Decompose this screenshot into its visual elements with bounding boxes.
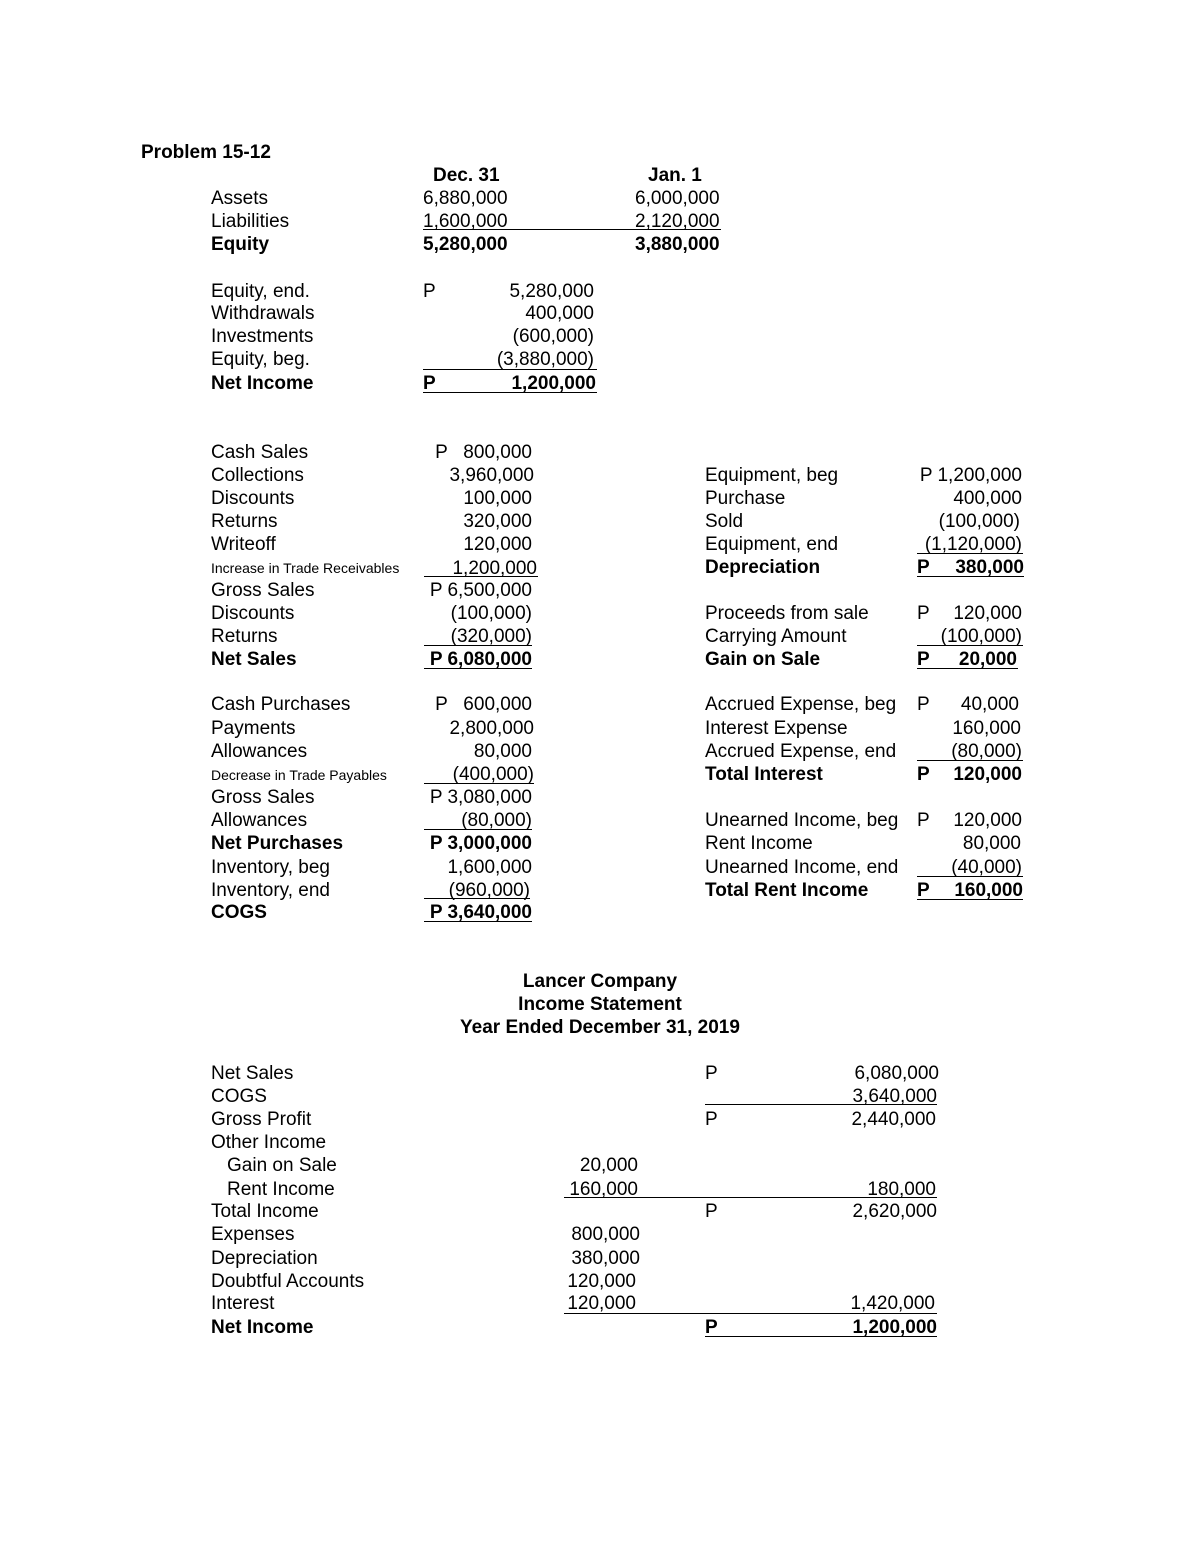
cogs-value: P 3,640,000 [429,902,532,923]
total-rent-underline [917,899,1023,900]
interest-rule [917,760,1023,761]
gain-rule [917,645,1023,646]
purch-rule [424,829,532,830]
is-rule [564,1197,937,1198]
purch-value: 2,800,000 [449,718,534,739]
equip-value: P 1,200,000 [919,465,1022,486]
depreciation-label: Depreciation [705,557,821,578]
equip-value: (100,000) [938,511,1020,532]
ni-row-label: Investments [211,326,314,347]
is-row-sub: 20,000 [579,1155,638,1176]
ni-total-label: Net Income [211,373,314,394]
assets-dec: 6,880,000 [423,188,508,209]
gain-total-label: Gain on Sale [705,649,821,670]
sales-label: Returns [211,626,278,647]
total-rent-value: 160,000 [954,880,1023,901]
sales-label: Writeoff [211,534,276,555]
rent-label: Rent Income [705,833,813,854]
is-row-label: COGS [211,1086,267,1107]
equip-label: Equipment, beg [705,465,839,486]
is-row-label: Gain on Sale [227,1155,337,1176]
rent-p: P [917,810,930,831]
cogs-label: COGS [211,902,267,923]
rent-label: Unearned Income, end [705,857,899,878]
assets-jan: 6,000,000 [635,188,720,209]
ni-total-p: P [423,373,436,394]
gain-total-underline [917,668,1018,669]
col-jan-header: Jan. 1 [648,165,702,186]
depreciation-underline [917,576,1024,577]
purch-rule [424,783,534,784]
is-net-income-label: Net Income [211,1317,314,1338]
net-purchases-label: Net Purchases [211,833,344,854]
net-sales-value: P 6,080,000 [429,649,532,670]
purch-value: 80,000 [473,741,532,762]
is-row-amount: 2,620,000 [852,1201,937,1222]
problem-title: Problem 15-12 [141,142,271,163]
equity-label: Equity [211,234,270,255]
is-row-p: P [705,1201,718,1222]
purch-value: (960,000) [448,880,530,901]
sales-value: P 6,500,000 [429,580,532,601]
gain-total-p: P [917,649,930,670]
sales-value: (100,000) [450,603,532,624]
is-row-amount: 6,080,000 [854,1063,939,1084]
rent-rule [917,876,1023,877]
equip-rule [917,553,1023,554]
total-interest-p: P [917,764,930,785]
sales-value: 100,000 [463,488,532,509]
sales-label: Discounts [211,488,295,509]
is-row-label: Gross Profit [211,1109,312,1130]
equip-label: Purchase [705,488,786,509]
purch-label: Cash Purchases [211,694,351,715]
purch-label: Decrease in Trade Payables [211,767,387,783]
purch-label: Allowances [211,810,308,831]
rent-value: (40,000) [951,857,1022,878]
ni-row-value: 400,000 [525,303,594,324]
sales-value: 120,000 [463,534,532,555]
is-net-income-amount: 1,200,000 [852,1317,937,1338]
is-row-amount: 1,420,000 [850,1293,935,1314]
interest-value: 40,000 [960,694,1019,715]
gain-label: Proceeds from sale [705,603,869,624]
is-row-p: P [705,1109,718,1130]
sales-rule [424,645,532,646]
cogs-underline [424,921,532,922]
statement-period: Year Ended December 31, 2019 [460,1017,740,1038]
is-row-amount: 180,000 [867,1179,936,1200]
is-rule [705,1104,937,1105]
gain-value: (100,000) [940,626,1022,647]
ni-row-label: Equity, beg. [211,349,310,370]
is-row-sub: 380,000 [571,1248,640,1269]
is-row-amount: 2,440,000 [851,1109,936,1130]
equip-value: 400,000 [953,488,1022,509]
is-row-label: Depreciation [211,1248,318,1269]
equity-jan: 3,880,000 [635,234,720,255]
purch-value: (80,000) [461,810,532,831]
is-row-amount: 3,640,000 [852,1086,937,1107]
rent-value: 120,000 [953,810,1022,831]
depreciation-p: P [917,557,930,578]
gain-p: P [917,603,930,624]
net-purchases-value: P 3,000,000 [429,833,532,854]
is-row-label: Total Income [211,1201,319,1222]
total-rent-p: P [917,880,930,901]
total-interest-label: Total Interest [705,764,823,785]
rent-value: 80,000 [962,833,1021,854]
liabilities-dec: 1,600,000 [423,211,508,232]
is-row-p: P [705,1063,718,1084]
is-row-label: Doubtful Accounts [211,1271,365,1292]
sales-label: Cash Sales [211,442,309,463]
interest-label: Accrued Expense, beg [705,694,897,715]
ni-row-label: Equity, end. [211,281,310,302]
purch-label: Gross Sales [211,787,315,808]
company-name: Lancer Company [522,971,678,992]
interest-value: 160,000 [952,718,1021,739]
purch-label: Inventory, end [211,880,331,901]
is-row-sub: 800,000 [571,1224,640,1245]
sales-value: 320,000 [463,511,532,532]
statement-title: Income Statement [518,994,682,1015]
equip-value: (1,120,000) [924,534,1022,555]
purch-value: (400,000) [452,764,534,785]
is-net-income-underline [705,1336,937,1337]
net-sales-underline [424,668,532,669]
gain-label: Carrying Amount [705,626,847,647]
interest-p: P [917,694,930,715]
interest-label: Interest Expense [705,718,848,739]
sales-value: 3,960,000 [449,465,534,486]
purch-value: P 600,000 [435,694,532,715]
ni-row-value: 5,280,000 [509,281,594,302]
rent-label: Unearned Income, beg [705,810,899,831]
ni-total-value: 1,200,000 [511,373,596,394]
sales-value: P 800,000 [435,442,532,463]
is-net-income-p: P [705,1317,718,1338]
ni-row-label: Withdrawals [211,303,315,324]
liabilities-label: Liabilities [211,211,290,232]
net-sales-label: Net Sales [211,649,297,670]
is-row-label: Rent Income [227,1179,335,1200]
ni-row-value: (600,000) [512,326,594,347]
ni-total-underline [423,392,597,393]
purch-value: P 3,080,000 [429,787,532,808]
is-row-sub: 120,000 [567,1293,636,1314]
equity-table-rule [423,229,721,230]
is-row-sub: 120,000 [567,1271,636,1292]
equip-label: Equipment, end [705,534,839,555]
purch-rule [424,898,530,899]
purch-label: Allowances [211,741,308,762]
total-rent-label: Total Rent Income [705,880,869,901]
sales-rule [424,576,538,577]
purch-label: Payments [211,718,296,739]
is-row-label: Net Sales [211,1063,294,1084]
purch-label: Inventory, beg [211,857,331,878]
total-interest-value: 120,000 [953,764,1022,785]
ni-row-value: (3,880,000) [496,349,594,370]
ni-row-p: P [423,281,436,302]
equity-dec: 5,280,000 [423,234,508,255]
sales-label: Collections [211,465,304,486]
sales-value: (320,000) [450,626,532,647]
interest-label: Accrued Expense, end [705,741,897,762]
is-row-sub: 160,000 [569,1179,638,1200]
liabilities-jan: 2,120,000 [635,211,720,232]
col-dec-header: Dec. 31 [433,165,500,186]
equip-label: Sold [705,511,744,532]
is-row-label: Interest [211,1293,275,1314]
gain-total-value: 20,000 [958,649,1017,670]
is-row-label: Other Income [211,1132,327,1153]
sales-label: Gross Sales [211,580,315,601]
interest-value: (80,000) [951,741,1022,762]
assets-label: Assets [211,188,269,209]
purch-value: 1,600,000 [447,857,532,878]
is-rule [564,1313,937,1314]
sales-label: Returns [211,511,278,532]
sales-value: 1,200,000 [452,558,537,579]
ni-rule [423,369,597,370]
depreciation-value: 380,000 [955,557,1024,578]
gain-value: 120,000 [953,603,1022,624]
sales-label: Discounts [211,603,295,624]
is-row-label: Expenses [211,1224,295,1245]
sales-label: Increase in Trade Receivables [211,560,400,576]
